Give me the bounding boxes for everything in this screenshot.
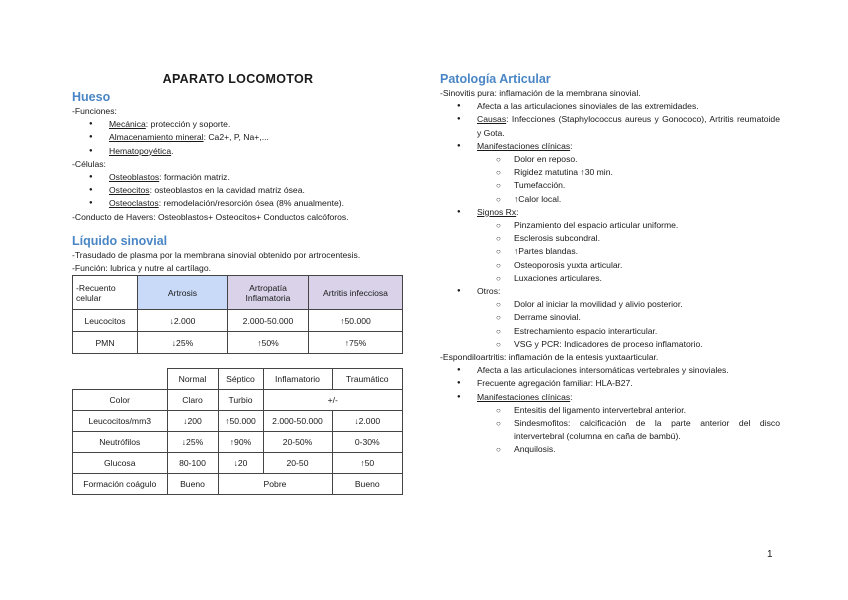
list-item: ○ Luxaciones articulares. [440, 272, 780, 285]
liquido-line-2: -Función: lubrica y nutre al cartílago. [72, 263, 211, 274]
list-item: ● Afecta a las articulaciones intersomáticas vertebrales y sinoviales. [440, 364, 780, 377]
liquido-line-1: -Trasudado de plasma por la membrana sinovial obtenido por artrocentesis. [72, 249, 361, 260]
table-cell: 2.000-50.000 [228, 310, 309, 332]
table-cell: PMN [73, 332, 138, 354]
list-item: ● Osteocitos: osteoblastos en la cavidad matriz ósea. [72, 184, 404, 197]
table-cell: ↑50.000 [218, 411, 263, 432]
list-item: ○ VSG y PCR: Indicadores de proceso inflamatorio. [440, 338, 780, 351]
table-cell: 0-30% [332, 432, 403, 453]
otros-list [440, 298, 780, 351]
section-heading-patologia: Patología Articular [440, 72, 551, 86]
list-item: ○ ↑Partes blandas. [440, 245, 780, 258]
sinovitis-list [440, 100, 780, 351]
table-cell: 2.000-50.000 [263, 411, 332, 432]
funciones-label: -Funciones: [72, 106, 117, 116]
list-item: ○ Dolor al iniciar la movilidad y alivio posterior. [440, 298, 780, 311]
list-item: ● Signos Rx: ○ Pinzamiento del espacio articular uniforme. ○ Esclerosis subcondral. ○ ↑Partes blandas. ○ Osteoporosis yuxta articular. ○ Luxaciones articulares. [440, 206, 780, 285]
table-cell: 80-100 [167, 453, 218, 474]
list-item: ○ Estrechamiento espacio interarticular. [440, 325, 780, 338]
list-item: ● Hematopoyética. [72, 145, 404, 158]
list-item: ○ Osteoporosis yuxta articular. [440, 259, 780, 272]
section-heading-liquido: Líquido sinovial [72, 233, 168, 248]
table-cell: ↓200 [167, 411, 218, 432]
list-item: ○ Sindesmofitos: calcificación de la parte anterior del disco intervertebral (columna en caña de bambú). [440, 417, 780, 443]
celulas-list [72, 171, 404, 211]
table-cell: Formación coágulo [73, 474, 168, 495]
celulas-label: -Células: [72, 158, 106, 169]
espondilo-text: -Espondiloartritis: inflamación de la entesis yuxtaarticular. [440, 352, 659, 363]
list-item: ● Osteoclastos: remodelación/resorción ósea (8% anualmente). [72, 197, 404, 210]
list-item: ○ Rigidez matutina ↑30 min. [440, 166, 780, 179]
list-item: ● Osteoblastos: formación matriz. [72, 171, 404, 184]
section-heading-hueso: Hueso [72, 90, 111, 104]
table-row [73, 310, 403, 332]
table-corner: -Recuento celular [73, 276, 138, 310]
list-item: ● Mecánica: protección y soporte. [72, 118, 404, 131]
page-number: 1 [767, 549, 773, 560]
table-cell: 20-50 [263, 453, 332, 474]
havers-text: -Conducto de Havers: Osteoblastos+ Osteocitos+ Conductos calcóforos. [72, 211, 349, 222]
espondilo-list [440, 364, 780, 456]
table-cell: Claro [167, 390, 218, 411]
list-item: ○ Entesitis del ligamento intervertebral anterior. [440, 404, 780, 417]
table-row [73, 332, 403, 354]
table-header: Artritis infecciosa [309, 276, 403, 310]
table-cell: ↓2.000 [332, 411, 403, 432]
table-row [73, 453, 403, 474]
table-cell: ↑50 [332, 453, 403, 474]
table-cell: ↓25% [167, 432, 218, 453]
table-cell: Pobre [218, 474, 332, 495]
list-item: ○ Dolor en reposo. [440, 153, 780, 166]
recuento-table [72, 275, 403, 354]
table-cell: Bueno [167, 474, 218, 495]
table-cell: Bueno [332, 474, 403, 495]
table-header: Artrosis [138, 276, 228, 310]
table-cell: Color [73, 390, 168, 411]
table-cell: 20-50% [263, 432, 332, 453]
list-item: ● Otros: ○ Dolor al iniciar la movilidad y alivio posterior. ○ Derrame sinovial. ○ Estrechamiento espacio interarticular. ○ VSG y PCR: Indicadores de proceso inflamatorio. [440, 285, 780, 351]
signos-list [440, 219, 780, 285]
table-header: Inflamatorio [263, 369, 332, 390]
table-row [73, 411, 403, 432]
table-cell: Leucocitos [73, 310, 138, 332]
list-item: ● Manifestaciones clínicas: ○ Dolor en reposo. ○ Rigidez matutina ↑30 min. ○ Tumefacción. ○ ↑Calor local. [440, 140, 780, 206]
table-cell: ↓25% [138, 332, 228, 354]
table-header: Normal [167, 369, 218, 390]
sinovitis-text: -Sinovitis pura: inflamación de la membrana sinovial. [440, 88, 641, 98]
table-row [73, 390, 403, 411]
table-cell: ↓2.000 [138, 310, 228, 332]
funciones-list [72, 118, 404, 158]
table-header: Séptico [218, 369, 263, 390]
table-corner-empty [73, 369, 168, 390]
page-title: APARATO LOCOMOTOR [162, 72, 314, 86]
list-item: ● Afecta a las articulaciones sinoviales de las extremidades. [440, 100, 780, 113]
list-item: ● Causas: Infecciones (Staphylococcus aureus y Gonococo), Artritis reumatoide y Gota. [440, 113, 780, 139]
manifestaciones-list [440, 153, 780, 206]
table-cell: ↑50.000 [309, 310, 403, 332]
list-item: ● Manifestaciones clínicas: ○ Entesitis del ligamento intervertebral anterior. ○ Sindesmofitos: calcificación de la parte anterior del disco intervertebral (columna en caña de bambú). ○ Anquilosis. [440, 391, 780, 457]
table-cell: Neutrófilos [73, 432, 168, 453]
table-cell: ↑50% [228, 332, 309, 354]
table-cell: Leucocitos/mm3 [73, 411, 168, 432]
table-cell: +/- [263, 390, 403, 411]
table-cell: Glucosa [73, 453, 168, 474]
table-cell: ↑90% [218, 432, 263, 453]
list-item: ○ Pinzamiento del espacio articular uniforme. [440, 219, 780, 232]
table-header: Traumático [332, 369, 403, 390]
table-header-row [73, 369, 403, 390]
table-cell: ↓20 [218, 453, 263, 474]
table-cell: Turbio [218, 390, 263, 411]
table-row [73, 432, 403, 453]
left-column [72, 72, 404, 495]
espondilo-manif-list [440, 404, 780, 457]
list-item: ○ Tumefacción. [440, 179, 780, 192]
list-item: ○ Esclerosis subcondral. [440, 232, 780, 245]
right-column [440, 72, 780, 457]
table-row [73, 474, 403, 495]
list-item: ● Frecuente agregación familiar: HLA-B27. [440, 377, 780, 390]
list-item: ○ Anquilosis. [440, 443, 780, 456]
table-header: Artropatía Inflamatoria [228, 276, 309, 310]
caracteristicas-table [72, 368, 403, 495]
list-item: ● Almacenamiento mineral: Ca2+, P, Na+,... [72, 131, 404, 144]
list-item: ○ ↑Calor local. [440, 193, 780, 206]
list-item: ○ Derrame sinovial. [440, 311, 780, 324]
table-cell: ↑75% [309, 332, 403, 354]
